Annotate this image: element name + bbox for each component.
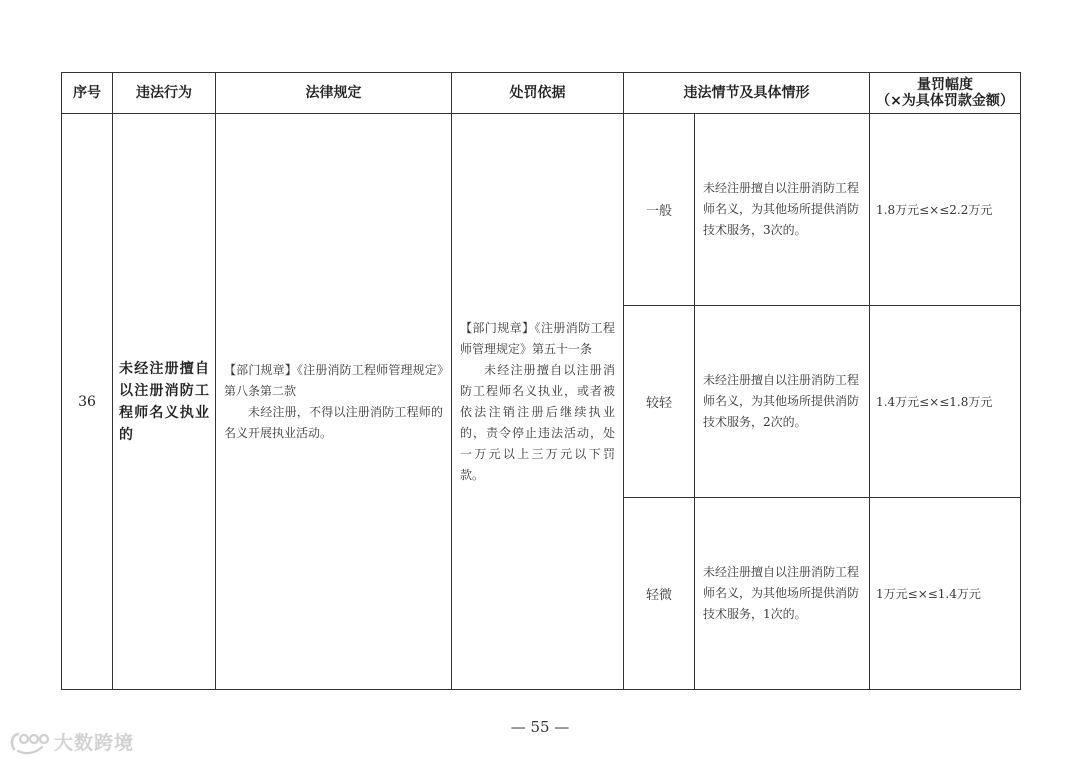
table-header-row [62, 73, 1021, 114]
watermark [8, 728, 134, 755]
penalty-table [61, 72, 1021, 690]
header-range-line2: （×为具体罚款金额） [876, 93, 1014, 109]
watermark-text: 大数跨境 [54, 732, 135, 754]
level-general: 一般 [624, 114, 695, 306]
penalty-basis [452, 114, 624, 690]
header-law: 法律规定 [216, 73, 452, 114]
row-number: 36 [62, 114, 113, 690]
header-range [870, 73, 1021, 114]
level-minor: 较轻 [624, 306, 695, 498]
range-minor: 1.4万元≤×≤1.8万元 [870, 306, 1021, 498]
range-general: 1.8万元≤×≤2.2万元 [870, 114, 1021, 306]
penalty-basis-text: 未经注册擅自以注册消防工程师名义执业，或者被依法注销注册后继续执业的，责令停止违法活动，处一万元以上三万元以下罚款。 [460, 362, 615, 482]
penalty-basis-source: 【部门规章】《注册消防工程师管理规定》第五十一条 [460, 320, 615, 356]
header-basis: 处罚依据 [452, 73, 624, 114]
violation-act: 未经注册擅自以注册消防工程师名义执业的 [113, 114, 216, 690]
legal-provision [216, 114, 452, 690]
legal-provision-source: 【部门规章】《注册消防工程师管理规定》第八条第二款 [224, 362, 443, 398]
brand-logo-icon [8, 729, 50, 755]
header-no: 序号 [62, 73, 113, 114]
header-range-line1: 量罚幅度 [917, 77, 973, 93]
page-number: — 55 — [510, 718, 570, 736]
header-circumstance: 违法情节及具体情形 [624, 73, 870, 114]
range-slight: 1万元≤×≤1.4万元 [870, 498, 1021, 690]
table-row [62, 114, 1021, 306]
circumstance-slight: 未经注册擅自以注册消防工程师名义，为其他场所提供消防技术服务，1次的。 [695, 498, 870, 690]
legal-provision-text: 未经注册，不得以注册消防工程师的名义开展执业活动。 [224, 404, 443, 440]
circumstance-minor: 未经注册擅自以注册消防工程师名义，为其他场所提供消防技术服务，2次的。 [695, 306, 870, 498]
circumstance-general: 未经注册擅自以注册消防工程师名义，为其他场所提供消防技术服务，3次的。 [695, 114, 870, 306]
level-slight: 轻微 [624, 498, 695, 690]
header-act: 违法行为 [113, 73, 216, 114]
